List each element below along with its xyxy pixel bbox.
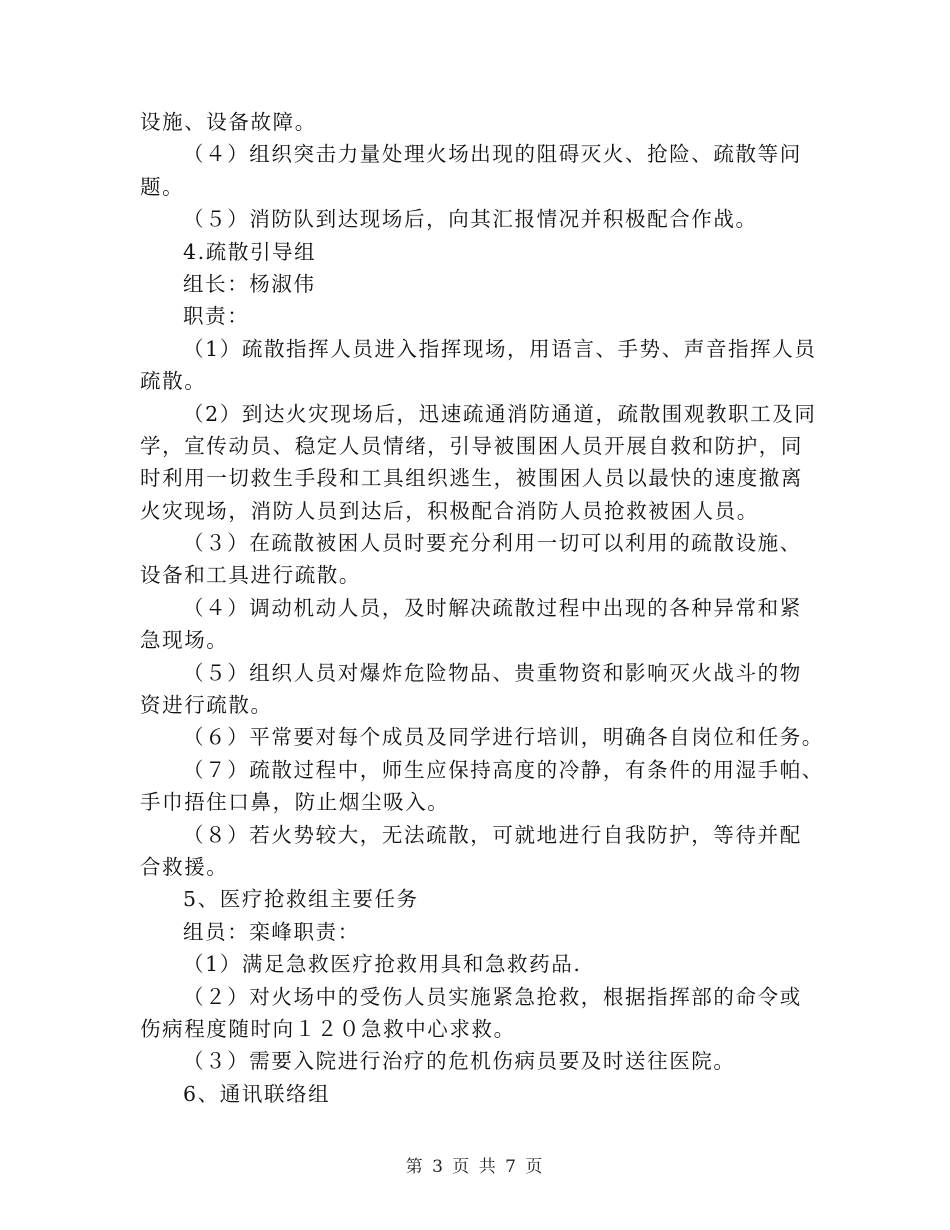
text-line: 时利用一切救生手段和工具组织逃生，被围困人员以最快的速度撤离 [140, 466, 803, 491]
text-line: 伤病程度随时向１２０急救中心求救。 [140, 1016, 516, 1041]
text-line: （1）满足急救医疗抢救用具和急救药品. [183, 952, 582, 977]
text-line: 急现场。 [140, 628, 229, 653]
text-line: 6、通讯联络组 [183, 1081, 331, 1106]
text-line: 合救援。 [140, 854, 229, 879]
text-line: （６）平常要对每个成员及同学进行培训，明确各自岗位和任务。 [183, 725, 824, 750]
text-line: 火灾现场，消防人员到达后，积极配合消防人员抢救被困人员。 [140, 498, 759, 523]
text-line: （８）若火势较大，无法疏散，可就地进行自我防护，等待并配 [183, 822, 802, 847]
text-line: 设备和工具进行疏散。 [140, 563, 361, 588]
text-line: 题。 [140, 174, 185, 199]
text-line: 组员：栾峰职责： [183, 919, 360, 944]
text-line: 4.疏散引导组 [183, 239, 317, 264]
text-line: （1）疏散指挥人员进入指挥现场，用语言、手势、声音指挥人员 [183, 336, 817, 361]
page-footer: 第 3 页 共 7 页 [405, 1157, 545, 1177]
text-line: 学，宣传动员、稳定人员情绪，引导被围困人员开展自救和防护，同 [140, 433, 803, 458]
text-line: （３）在疏散被困人员时要充分利用一切可以利用的疏散设施、 [183, 531, 802, 556]
text-line: 资进行疏散。 [140, 693, 273, 718]
text-line: 疏散。 [140, 369, 207, 394]
text-line: 手巾捂住口鼻，防止烟尘吸入。 [140, 790, 450, 815]
text-line: 设施、设备故障。 [140, 110, 317, 134]
text-line: （２）对火场中的受伤人员实施紧急抢救，根据指挥部的命令或 [183, 984, 802, 1009]
text-line: 5、医疗抢救组主要任务 [183, 887, 419, 912]
text-line: （７）疏散过程中，师生应保持高度的冷静，有条件的用湿手帕、 [183, 757, 824, 782]
text-line: （５）组织人员对爆炸危险物品、贵重物资和影响灭火战斗的物 [183, 660, 802, 685]
text-line: （４）调动机动人员，及时解决疏散过程中出现的各种异常和紧 [183, 595, 802, 620]
text-line: （５）消防队到达现场后，向其汇报情况并积极配合作战。 [183, 207, 758, 232]
text-line: 职责： [183, 304, 250, 329]
document-body [140, 106, 824, 1110]
text-line: （４）组织突击力量处理火场出现的阻碍灭火、抢险、疏散等问 [183, 142, 802, 167]
text-line: （2）到达火灾现场后，迅速疏通消防通道，疏散围观教职工及同 [183, 401, 817, 426]
text-line: 组长：杨淑伟 [183, 271, 316, 296]
text-line: （３）需要入院进行治疗的危机伤病员要及时送往医院。 [183, 1049, 736, 1074]
